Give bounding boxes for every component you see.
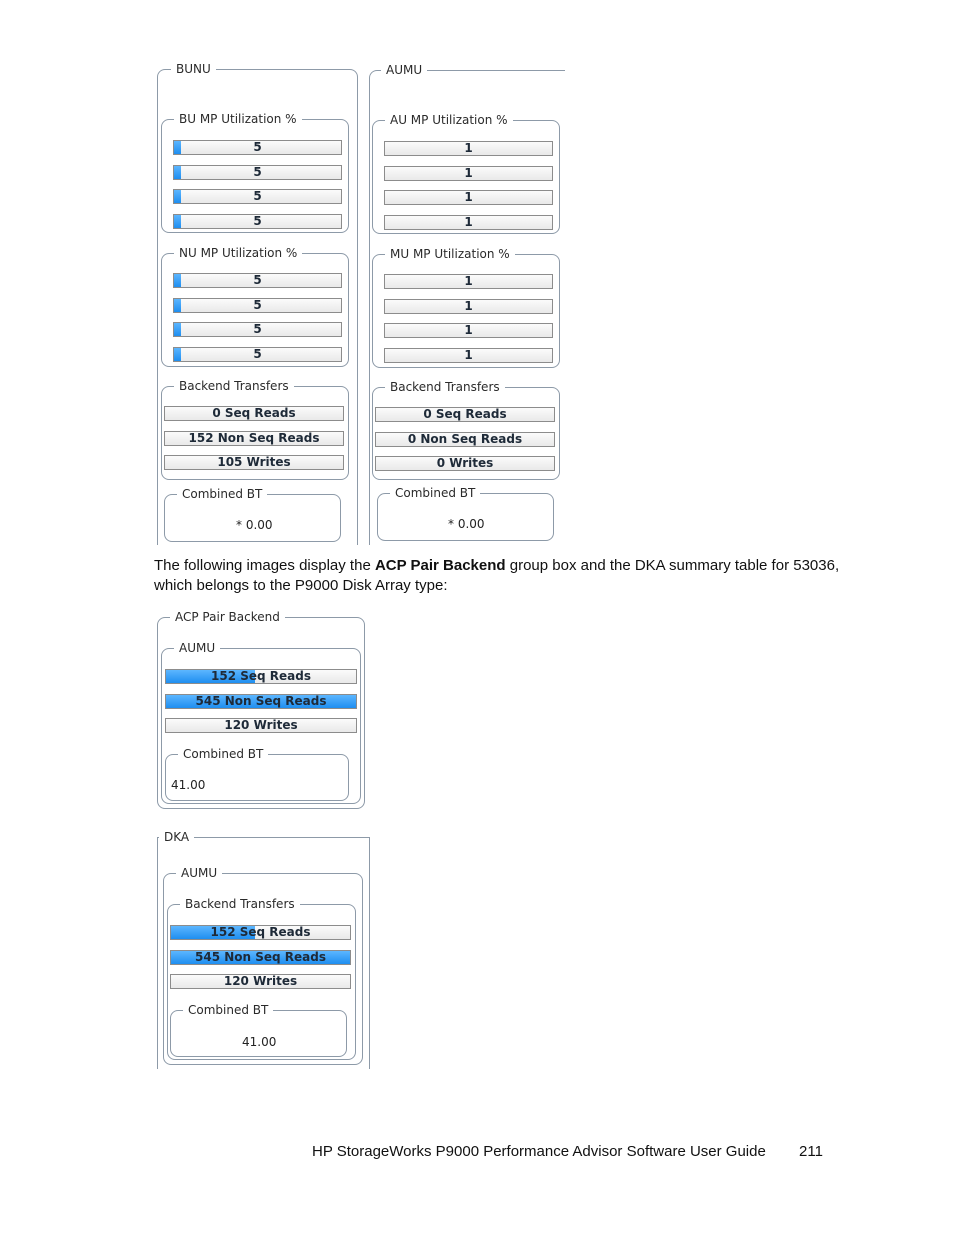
aumu-combined-value: * 0.00 — [448, 517, 485, 531]
bunu-backend-row: 105 Writes — [164, 455, 344, 470]
bold-term: ACP Pair Backend — [374, 557, 506, 574]
dka-row-writes: 120 Writes — [170, 974, 351, 989]
body-paragraph: The following images display the ACP Pair Backend group box and the DKA summary table for 53036, which belongs to the P9000 Disk Array type: — [154, 557, 840, 594]
aumu-backend-row: 0 Seq Reads — [375, 407, 555, 422]
acp-row-non-seq-reads: 545 Non Seq Reads — [165, 694, 357, 709]
bu-mp-bar: 5 — [173, 189, 342, 204]
aumu-combined-group — [377, 486, 554, 541]
nu-mp-title: NU MP Utilization % — [174, 246, 302, 260]
dka-row-non-seq-reads: 545 Non Seq Reads — [170, 950, 351, 965]
au-mp-title: AU MP Utilization % — [385, 113, 513, 127]
acp-row-writes: 120 Writes — [165, 718, 357, 733]
bunu-backend-row: 152 Non Seq Reads — [164, 431, 344, 446]
nu-mp-bar: 5 — [173, 322, 342, 337]
bu-mp-title: BU MP Utilization % — [174, 112, 302, 126]
bunu-combined-value: * 0.00 — [236, 518, 273, 532]
bu-mp-bar: 5 — [173, 165, 342, 180]
nu-mp-bar: 5 — [173, 298, 342, 313]
bu-mp-bar: 5 — [173, 140, 342, 155]
mu-mp-bar: 1 — [384, 323, 553, 338]
au-mp-bar: 1 — [384, 190, 553, 205]
mu-mp-bar: 1 — [384, 348, 553, 363]
acp-aumu-title: AUMU — [174, 641, 220, 655]
dka-row-seq-reads: 152 Seq Reads — [170, 925, 351, 940]
dka-aumu-title: AUMU — [176, 866, 222, 880]
acp-row-seq-reads: 152 Seq Reads — [165, 669, 357, 684]
aumu-backend-row: 0 Writes — [375, 456, 555, 471]
au-mp-bar: 1 — [384, 141, 553, 156]
aumu-title: AUMU — [381, 63, 427, 77]
dka-backend-title: Backend Transfers — [180, 897, 300, 911]
bunu-title: BUNU — [171, 62, 216, 76]
mu-mp-title: MU MP Utilization % — [385, 247, 515, 261]
acp-combined-value: 41.00 — [171, 778, 206, 792]
au-mp-bar: 1 — [384, 215, 553, 230]
dka-combined-value: 41.00 — [242, 1035, 277, 1049]
bunu-backend-title: Backend Transfers — [174, 379, 294, 393]
acp-pair-backend-title: ACP Pair Backend — [170, 610, 285, 624]
dka-title: DKA — [159, 830, 194, 844]
dka-combined-group — [170, 1003, 347, 1057]
acp-combined-group — [165, 747, 349, 801]
aumu-backend-title: Backend Transfers — [385, 380, 505, 394]
dka-combined-title: Combined BT — [183, 1003, 273, 1017]
bunu-backend-row: 0 Seq Reads — [164, 406, 344, 421]
bunu-combined-group — [164, 487, 341, 542]
mu-mp-bar: 1 — [384, 274, 553, 289]
mu-mp-bar: 1 — [384, 299, 553, 314]
footer-page-number: 211 — [799, 1143, 823, 1160]
au-mp-bar: 1 — [384, 166, 553, 181]
nu-mp-bar: 5 — [173, 273, 342, 288]
bu-mp-bar: 5 — [173, 214, 342, 229]
bunu-combined-title: Combined BT — [177, 487, 267, 501]
footer-guide-title: HP StorageWorks P9000 Performance Advisor Software User Guide — [312, 1143, 766, 1160]
aumu-combined-title: Combined BT — [390, 486, 480, 500]
aumu-backend-row: 0 Non Seq Reads — [375, 432, 555, 447]
nu-mp-bar: 5 — [173, 347, 342, 362]
acp-combined-title: Combined BT — [178, 747, 268, 761]
